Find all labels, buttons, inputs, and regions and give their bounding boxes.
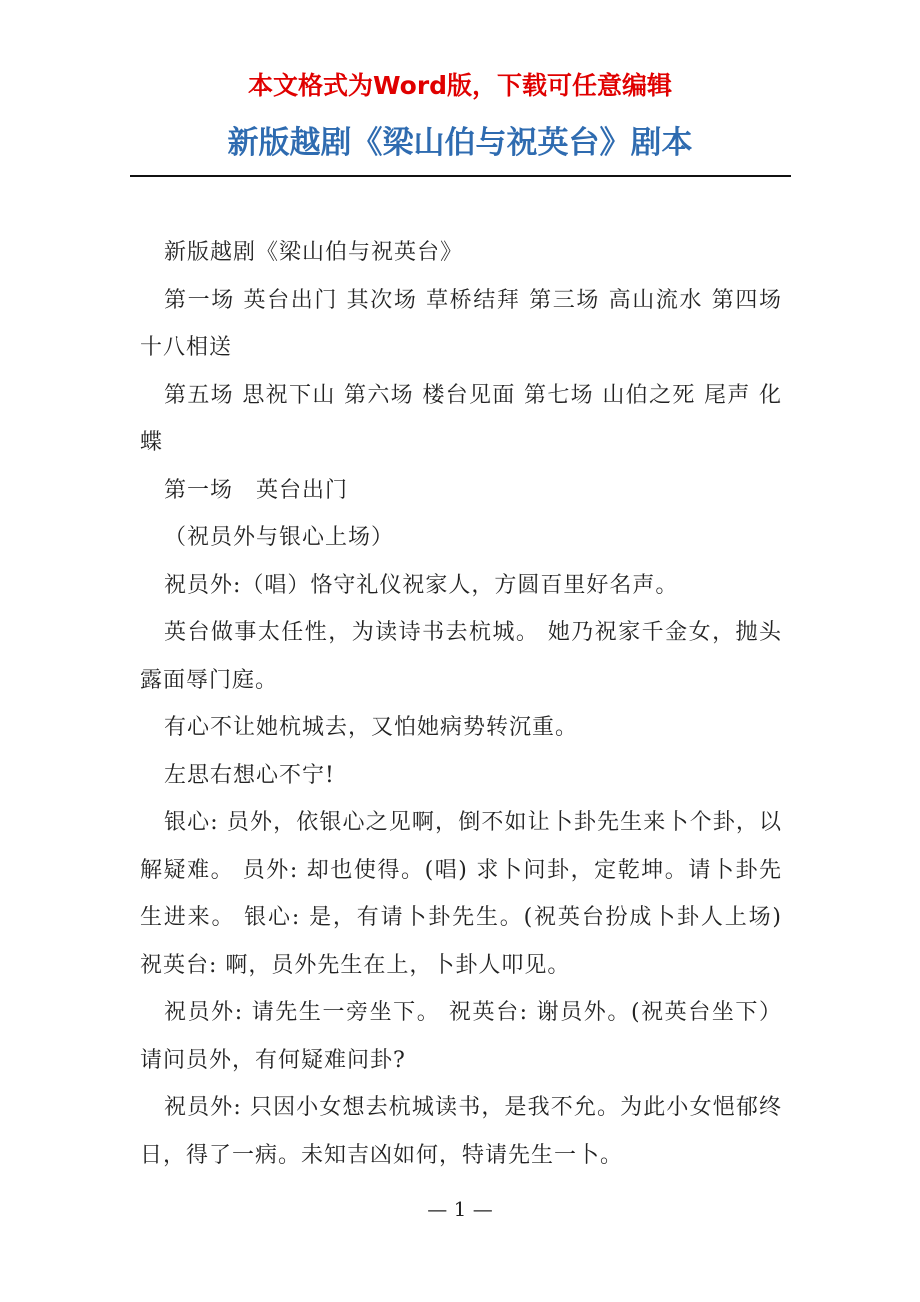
format-notice: 本文格式为Word版，下载可任意编辑 bbox=[247, 71, 673, 100]
paragraph: 祝员外: 请先生一旁坐下。 祝英台: 谢员外。(祝英台坐下）请问员外，有何疑难问卦? bbox=[140, 1000, 782, 1073]
paragraph: 左思右想心不宁! bbox=[164, 762, 335, 788]
paragraph: 第五场 思祝下山 第六场 楼台见面 第七场 山伯之死 尾声 化蝶 bbox=[140, 382, 782, 455]
script-body bbox=[140, 229, 806, 1179]
paragraph: 第一场 英台出门 其次场 草桥结拜 第三场 高山流水 第四场 十八相送 bbox=[140, 287, 782, 360]
paragraph: 第一场 英台出门 bbox=[164, 477, 349, 503]
paragraph: 银心: 员外，依银心之见啊，倒不如让卜卦先生来卜个卦，以解疑难。 员外: 却也使得。(唱) 求卜问卦，定乾坤。请卜卦先生进来。 银心: 是，有请卜卦先生。(祝英台扮成卜卦人上场) 祝英台: 啊，员外先生在上，卜卦人叩见。 bbox=[140, 810, 806, 978]
paragraph: 新版越剧《梁山伯与祝英台》 bbox=[164, 240, 464, 265]
paragraph: 有心不让她杭城去，又怕她病势转沉重。 bbox=[164, 715, 579, 740]
document-title: 新版越剧《梁山伯与祝英台》剧本 bbox=[227, 125, 693, 161]
paragraph: （祝员外与银心上场） bbox=[164, 525, 395, 550]
title-divider bbox=[130, 175, 791, 177]
page-number: — 1 — bbox=[427, 1197, 493, 1221]
paragraph: 英台做事太任性，为读诗书去杭城。 她乃祝家千金女，抛头露面辱门庭。 bbox=[140, 620, 782, 693]
paragraph: 祝员外:（唱）恪守礼仪祝家人，方圆百里好名声。 bbox=[164, 572, 679, 598]
paragraph: 祝员外: 只因小女想去杭城读书，是我不允。为此小女悒郁终日，得了一病。未知吉凶如何，特请先生一卜。 bbox=[140, 1095, 782, 1168]
